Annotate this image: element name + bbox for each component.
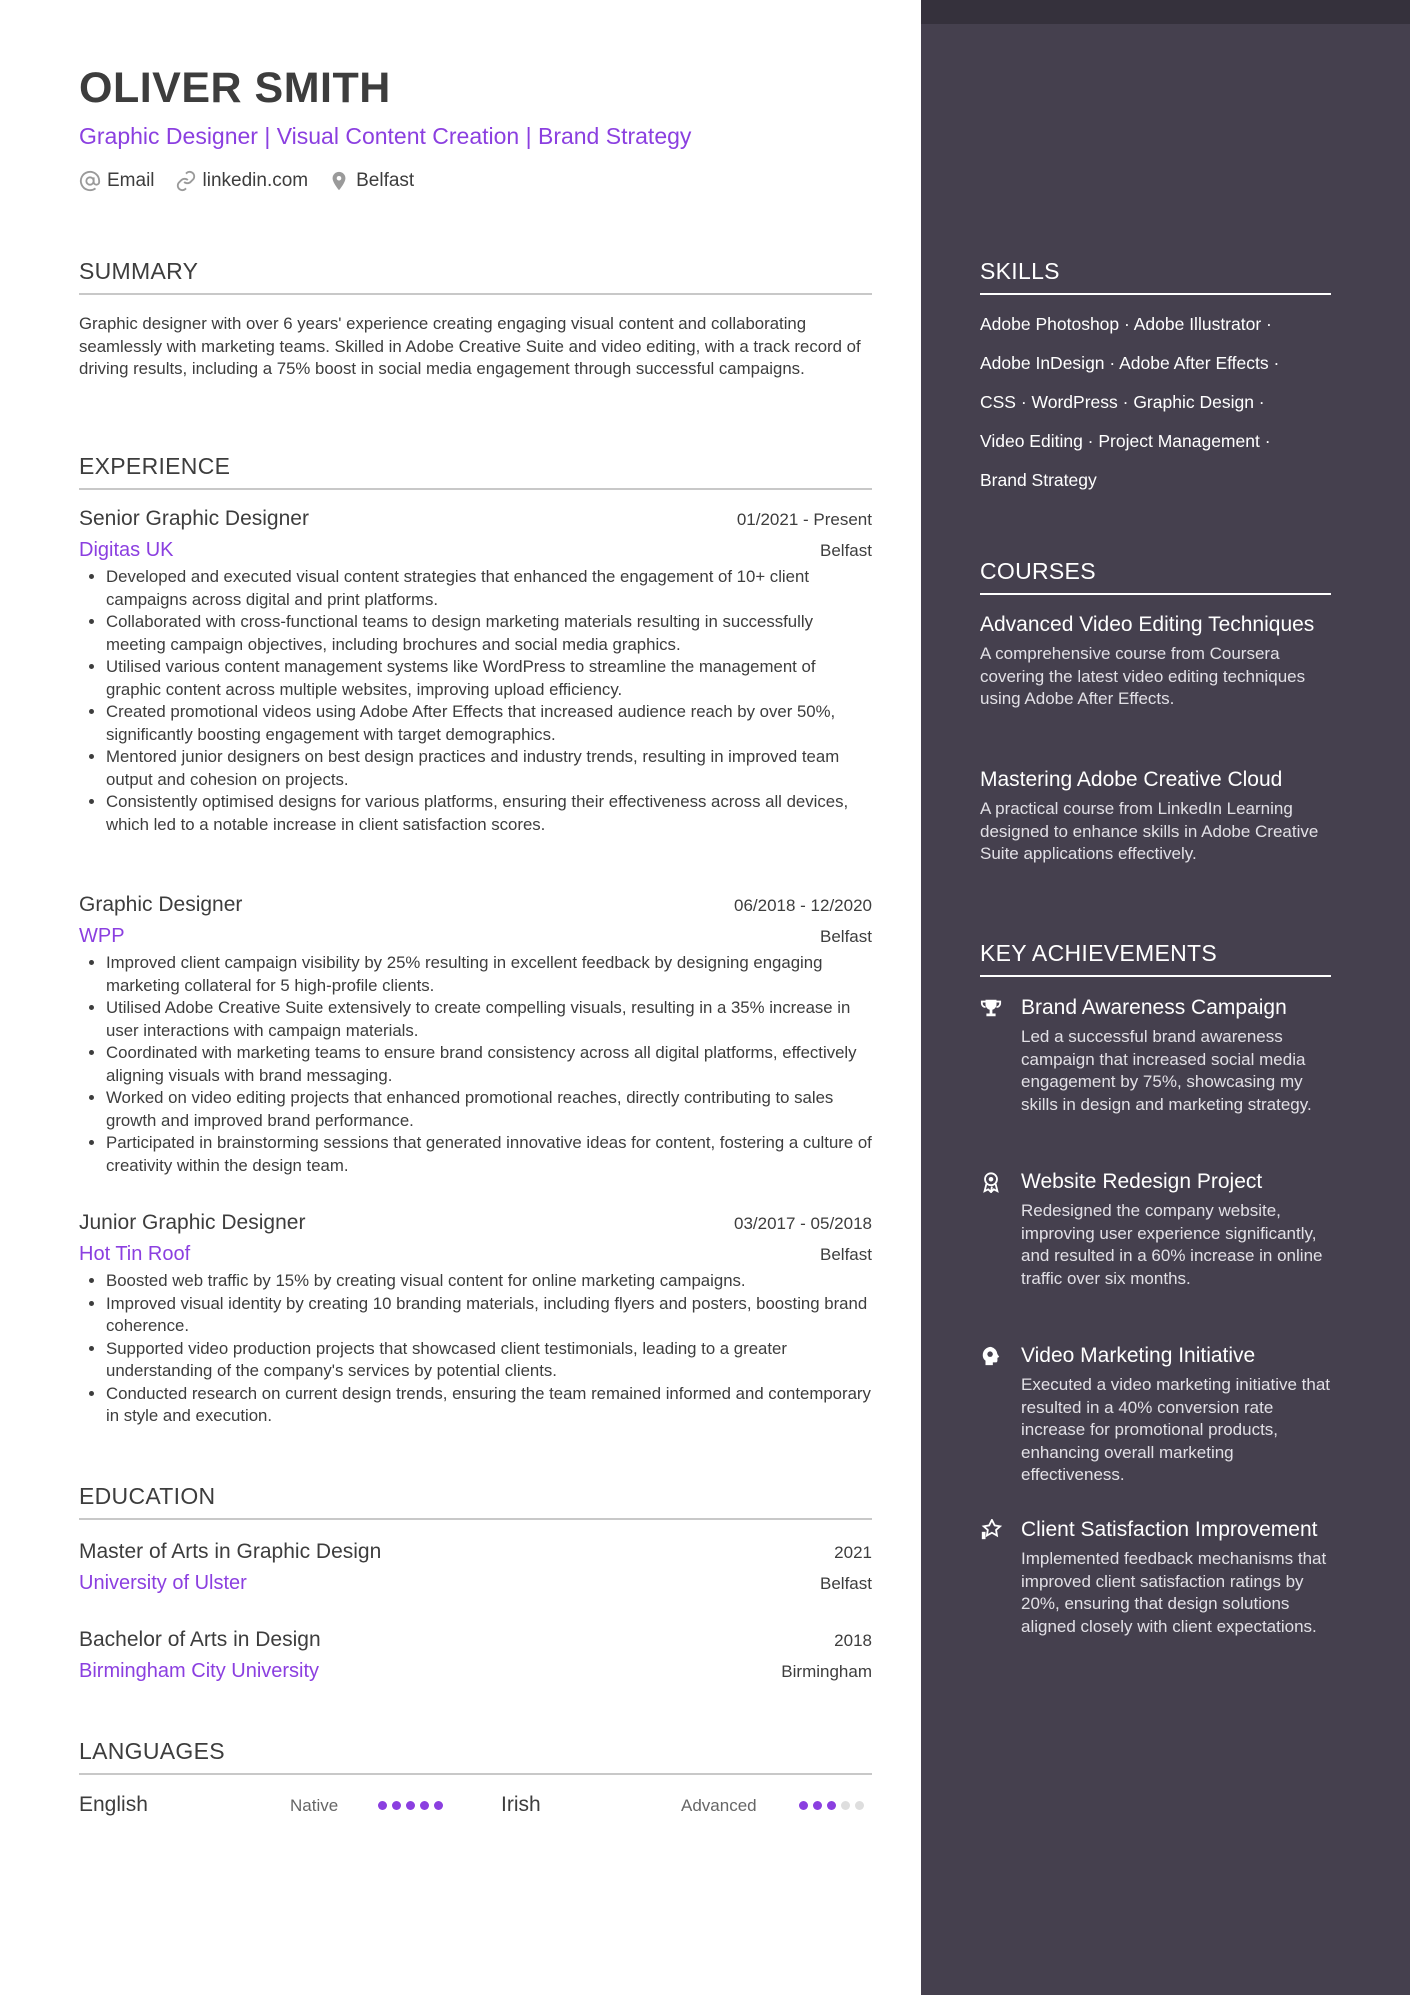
job-dates: 01/2021 - Present	[736, 510, 872, 529]
courses-heading: COURSES	[980, 558, 1331, 595]
job-bullet: • Participated in brainstorming sessions that generated innovative ideas for content, fostering a culture of creativity within the design team.	[106, 1132, 872, 1177]
achievement-item	[980, 994, 1331, 1116]
course-item	[980, 766, 1331, 866]
company-name: Hot Tin Roof	[79, 1243, 191, 1265]
job-bullet: • Created promotional videos using Adobe After Effects that increased audience reach by over 50%, significantly boosting engagement with target demographics.	[106, 701, 872, 746]
job-bullet: • Utilised various content management systems like WordPress to streamline the management of graphic content across multiple websites, improving upload efficiency.	[106, 656, 872, 701]
job-bullet: • Developed and executed visual content strategies that enhanced the engagement of 10+ client campaigns across digital and print platforms.	[106, 566, 872, 611]
rating-dot-filled	[406, 1801, 415, 1810]
experience-entry	[79, 893, 872, 1177]
achievement-title: Client Satisfaction Improvement	[1021, 1518, 1318, 1541]
degree-title: Bachelor of Arts in Design	[79, 1628, 321, 1651]
education-heading: EDUCATION	[79, 1483, 872, 1520]
job-bullet: • Consistently optimised designs for various platforms, ensuring their effectiveness across all devices, which led to a notable increase in client satisfaction scores.	[106, 791, 872, 836]
rating-dot-filled	[378, 1801, 387, 1810]
rating-dot-empty	[855, 1801, 864, 1810]
job-bullet: • Utilised Adobe Creative Suite extensively to create compelling visuals, resulting in a 35% increase in user interactions with campaign materials.	[106, 997, 872, 1042]
brain-head-icon	[980, 1345, 1002, 1367]
skills-heading: SKILLS	[980, 258, 1331, 295]
contact-location-label: Belfast	[356, 170, 415, 191]
job-bullets	[79, 1270, 872, 1428]
education-entry	[79, 1628, 872, 1683]
job-title: Senior Graphic Designer	[79, 507, 309, 530]
job-title: Junior Graphic Designer	[79, 1211, 306, 1234]
language-name: English	[79, 1793, 148, 1816]
contact-linkedin-label: linkedin.com	[202, 170, 309, 191]
course-title: Advanced Video Editing Techniques	[980, 613, 1315, 636]
course-description: A comprehensive course from Coursera covering the latest video editing techniques using Adobe After Effects.	[980, 644, 1306, 708]
experience-heading: EXPERIENCE	[79, 453, 872, 490]
achievement-item	[980, 1168, 1331, 1290]
trophy-icon	[980, 997, 1002, 1019]
job-bullets	[79, 952, 872, 1177]
summary-heading: SUMMARY	[79, 258, 872, 295]
link-icon	[175, 170, 197, 192]
job-bullet: • Boosted web traffic by 15% by creating visual content for online marketing campaigns.	[106, 1270, 872, 1293]
company-name: WPP	[79, 925, 125, 947]
achievement-title: Brand Awareness Campaign	[1021, 996, 1287, 1019]
course-title: Mastering Adobe Creative Cloud	[980, 768, 1283, 791]
skills-line: Video Editing · Project Management ·	[980, 431, 1271, 451]
job-title: Graphic Designer	[79, 893, 243, 916]
contact-bar	[79, 170, 414, 192]
language-name: Irish	[501, 1793, 541, 1816]
achievement-title: Website Redesign Project	[1021, 1170, 1263, 1193]
achievement-item	[980, 1516, 1331, 1638]
summary-text: Graphic designer with over 6 years' experience creating engaging visual content and collaborating seamlessly with marketing teams. Skilled in Adobe Creative Suite and video editing, with a track record of driving results, including a 75% boost in social media engagement through successful campaigns.	[79, 314, 861, 378]
job-dates: 06/2018 - 12/2020	[733, 896, 872, 915]
language-rating	[799, 1801, 864, 1810]
degree-year: 2021	[834, 1543, 872, 1562]
experience-entry	[79, 507, 872, 836]
achievement-description: Implemented feedback mechanisms that improved client satisfaction ratings by 20%, ensuring that design solutions aligned closely with client expectations.	[1021, 1549, 1327, 1636]
rating-dot-filled	[799, 1801, 808, 1810]
language-rating	[378, 1801, 443, 1810]
language-item	[79, 1793, 148, 1817]
skills-line: Adobe InDesign · Adobe After Effects ·	[980, 353, 1280, 373]
school-location: Belfast	[820, 1574, 872, 1593]
course-item	[980, 611, 1331, 711]
candidate-headline: Graphic Designer | Visual Content Creation | Brand Strategy	[79, 123, 692, 149]
job-bullet: • Conducted research on current design trends, ensuring the team remained informed and contemporary in style and execution.	[106, 1383, 872, 1428]
achievement-item	[980, 1342, 1331, 1487]
job-dates: 03/2017 - 05/2018	[733, 1214, 872, 1233]
achievement-description: Redesigned the company website, improving user experience significantly, and resulted in a 60% increase in online traffic over six months.	[1021, 1201, 1323, 1288]
school-location: Birmingham	[781, 1662, 872, 1681]
language-item	[501, 1793, 541, 1817]
skills-line: CSS · WordPress · Graphic Design ·	[980, 392, 1265, 412]
rating-dot-filled	[827, 1801, 836, 1810]
degree-title: Master of Arts in Graphic Design	[79, 1540, 382, 1563]
rating-dot-filled	[813, 1801, 822, 1810]
education-entry	[79, 1540, 872, 1595]
achievements-heading: KEY ACHIEVEMENTS	[980, 940, 1331, 977]
rating-dot-filled	[434, 1801, 443, 1810]
job-location: Belfast	[820, 1245, 872, 1264]
contact-email-label: Email	[107, 170, 155, 191]
languages-heading: LANGUAGES	[79, 1738, 872, 1775]
course-description: A practical course from LinkedIn Learning designed to enhance skills in Adobe Creative Suite applications effectively.	[980, 799, 1319, 863]
rating-dot-filled	[420, 1801, 429, 1810]
skills-list	[980, 305, 1331, 500]
job-bullet: • Improved client campaign visibility by 25% resulting in excellent feedback by designing engaging marketing collateral for 5 high-profile clients.	[106, 952, 872, 997]
language-level: Native	[290, 1796, 339, 1815]
job-location: Belfast	[820, 541, 872, 560]
contact-linkedin[interactable]	[175, 170, 309, 192]
job-bullet: • Supported video production projects that showcased client testimonials, leading to a greater understanding of the company's services by potential clients.	[106, 1338, 872, 1383]
candidate-name: OLIVER SMITH	[79, 64, 391, 112]
skills-line: Brand Strategy	[980, 470, 1097, 490]
school-name: University of Ulster	[79, 1572, 247, 1594]
job-bullets	[79, 566, 872, 836]
job-bullet: • Improved visual identity by creating 10 branding materials, including flyers and posters, boosting brand coherence.	[106, 1293, 872, 1338]
location-pin-icon	[328, 170, 350, 192]
at-icon	[79, 170, 101, 192]
award-ribbon-icon	[980, 1171, 1002, 1193]
contact-location	[328, 170, 414, 192]
job-bullet: • Worked on video editing projects that enhanced promotional reaches, directly contributing to sales growth and improved brand performance.	[106, 1087, 872, 1132]
star-hand-icon	[980, 1519, 1002, 1541]
rating-dot-filled	[392, 1801, 401, 1810]
job-bullet: • Mentored junior designers on best design practices and industry trends, resulting in improved team output and cohesion on projects.	[106, 746, 872, 791]
company-name: Digitas UK	[79, 539, 174, 561]
achievement-title: Video Marketing Initiative	[1021, 1344, 1256, 1367]
degree-year: 2018	[834, 1631, 872, 1650]
achievement-description: Executed a video marketing initiative that resulted in a 40% conversion rate increase for promotional products, enhancing overall marketing effectiveness.	[1021, 1375, 1331, 1484]
rating-dot-empty	[841, 1801, 850, 1810]
language-level: Advanced	[681, 1796, 757, 1815]
job-location: Belfast	[820, 927, 872, 946]
experience-entry	[79, 1211, 872, 1428]
contact-email[interactable]	[79, 170, 155, 192]
job-bullet: • Collaborated with cross-functional teams to design marketing materials resulting in successfully meeting campaign objectives, including brochures and social media graphics.	[106, 611, 872, 656]
job-bullet: • Coordinated with marketing teams to ensure brand consistency across all digital platforms, effectively aligning visuals with brand messaging.	[106, 1042, 872, 1087]
achievement-description: Led a successful brand awareness campaign that increased social media engagement by 75%, showcasing my skills in design and marketing strategy.	[1021, 1027, 1312, 1114]
skills-line: Adobe Photoshop · Adobe Illustrator ·	[980, 314, 1272, 334]
school-name: Birmingham City University	[79, 1660, 320, 1682]
sidebar-top-band	[921, 0, 1410, 24]
